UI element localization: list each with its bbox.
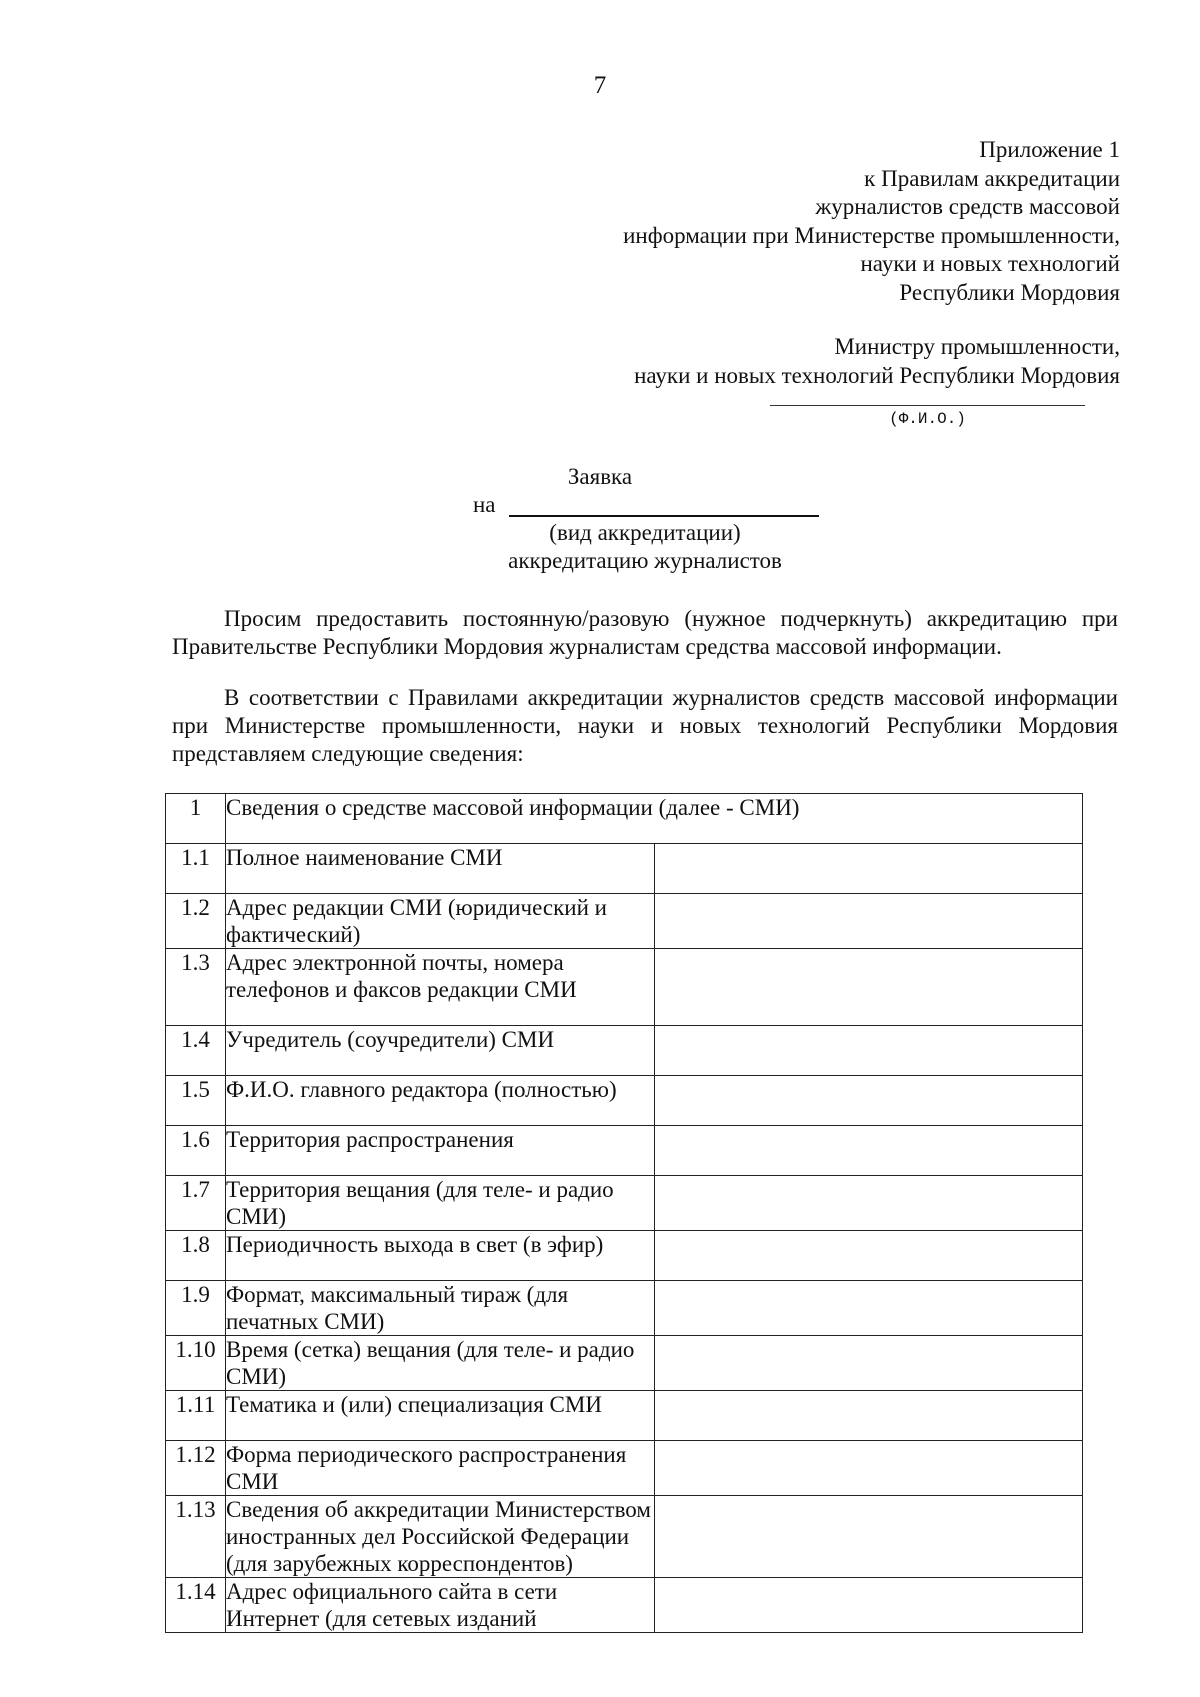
- table-row: [166, 1441, 1083, 1496]
- table-row: [166, 1578, 1083, 1633]
- row-number: 1.4: [166, 1026, 226, 1076]
- row-number: 1.12: [166, 1441, 226, 1496]
- addressee-line: науки и новых технологий Республики Мордовия: [634, 362, 1120, 388]
- media-info-table: [165, 793, 1083, 1633]
- row-number: 1: [166, 794, 226, 844]
- row-value-cell[interactable]: [654, 1578, 1083, 1633]
- row-number: 1.1: [166, 844, 226, 894]
- info-intro-paragraph: В соответствии с Правилами аккредитации журналистов средств массовой информации при Министерстве промышленности, науки и новых технологий Республики Мордовия представляем следующие сведения:: [172, 685, 1118, 766]
- row-label: Адрес официального сайта в сети Интернет (для сетевых изданий: [226, 1578, 655, 1633]
- page-number: 7: [593, 72, 607, 99]
- row-label: Время (сетка) вещания (для теле- и радио СМИ): [226, 1336, 655, 1391]
- fio-caption: (Ф.И.О.): [889, 410, 966, 428]
- row-number: 1.2: [166, 894, 226, 949]
- fio-blank-line: [770, 405, 1085, 406]
- row-value-cell[interactable]: [654, 1231, 1083, 1281]
- table-row: [166, 894, 1083, 949]
- row-label: Адрес редакции СМИ (юридический и фактический): [226, 894, 655, 949]
- addressee-line: Министру промышленности,: [834, 334, 1120, 359]
- row-value-cell[interactable]: [654, 949, 1083, 1026]
- row-number: 1.9: [166, 1281, 226, 1336]
- row-number: 1.13: [166, 1496, 226, 1578]
- row-value-cell[interactable]: [654, 1126, 1083, 1176]
- table-row: [166, 949, 1083, 1026]
- appendix-line: журналистов средств массовой: [815, 194, 1120, 219]
- row-number: 1.14: [166, 1578, 226, 1633]
- table-row: [166, 1281, 1083, 1336]
- row-label: Ф.И.О. главного редактора (полностью): [226, 1076, 655, 1126]
- row-value-cell[interactable]: [654, 1076, 1083, 1126]
- table-row: [166, 1076, 1083, 1126]
- row-number: 1.11: [166, 1391, 226, 1441]
- accreditation-kind-caption: (вид аккредитации): [549, 520, 741, 545]
- row-value-cell[interactable]: [654, 1026, 1083, 1076]
- row-label: Сведения об аккредитации Министерством иностранных дел Российской Федерации (для зарубежных корреспондентов): [226, 1496, 655, 1578]
- table-row: [166, 1336, 1083, 1391]
- row-label: Формат, максимальный тираж (для печатных СМИ): [226, 1281, 655, 1336]
- row-label: Периодичность выхода в свет (в эфир): [226, 1231, 655, 1281]
- addressee-block: [480, 333, 1120, 390]
- row-value-cell[interactable]: [654, 1176, 1083, 1231]
- table-row: [166, 1391, 1083, 1441]
- request-subtitle: аккредитацию журналистов: [508, 548, 782, 573]
- row-value-cell[interactable]: [654, 894, 1083, 949]
- row-label: Полное наименование СМИ: [226, 844, 655, 894]
- request-title: Заявка: [567, 464, 633, 489]
- request-paragraph: Просим предоставить постоянную/разовую (нужное подчеркнуть) аккредитацию при Правительстве Республики Мордовия журналистам средства массовой информации.: [172, 606, 1118, 659]
- row-value-cell[interactable]: [654, 1336, 1083, 1391]
- row-number: 1.5: [166, 1076, 226, 1126]
- row-label: Территория распространения: [226, 1126, 655, 1176]
- row-number: 1.10: [166, 1336, 226, 1391]
- row-value-cell[interactable]: [654, 1391, 1083, 1441]
- row-value-cell[interactable]: [654, 1281, 1083, 1336]
- table-row: [166, 1231, 1083, 1281]
- table-section-header: [166, 794, 1083, 844]
- appendix-line: информации при Министерстве промышленности,: [623, 222, 1120, 248]
- row-label: Учредитель (соучредители) СМИ: [226, 1026, 655, 1076]
- accreditation-kind-blank: [509, 515, 819, 517]
- row-value-cell[interactable]: [654, 844, 1083, 894]
- row-label: Территория вещания (для теле- и радио СМИ): [226, 1176, 655, 1231]
- row-number: 1.8: [166, 1231, 226, 1281]
- row-number: 1.3: [166, 949, 226, 1026]
- table-row: [166, 844, 1083, 894]
- request-on-label: на: [473, 492, 496, 517]
- row-number: 1.7: [166, 1176, 226, 1231]
- table-row: [166, 1126, 1083, 1176]
- table-row: [166, 1026, 1083, 1076]
- appendix-block: [480, 136, 1120, 307]
- table-row: [166, 1496, 1083, 1578]
- row-number: 1.6: [166, 1126, 226, 1176]
- row-label: Сведения о средстве массовой информации (далее - СМИ): [226, 794, 1083, 844]
- row-label: Тематика и (или) специализация СМИ: [226, 1391, 655, 1441]
- row-label: Форма периодического распространения СМИ: [226, 1441, 655, 1496]
- row-label: Адрес электронной почты, номера телефонов и факсов редакции СМИ: [226, 949, 655, 1026]
- appendix-line: Приложение 1: [979, 137, 1120, 162]
- appendix-line: науки и новых технологий: [860, 251, 1120, 276]
- table-row: [166, 1176, 1083, 1231]
- row-value-cell[interactable]: [654, 1441, 1083, 1496]
- appendix-line: Республики Мордовия: [899, 279, 1120, 305]
- appendix-line: к Правилам аккредитации: [864, 165, 1120, 191]
- row-value-cell[interactable]: [654, 1496, 1083, 1578]
